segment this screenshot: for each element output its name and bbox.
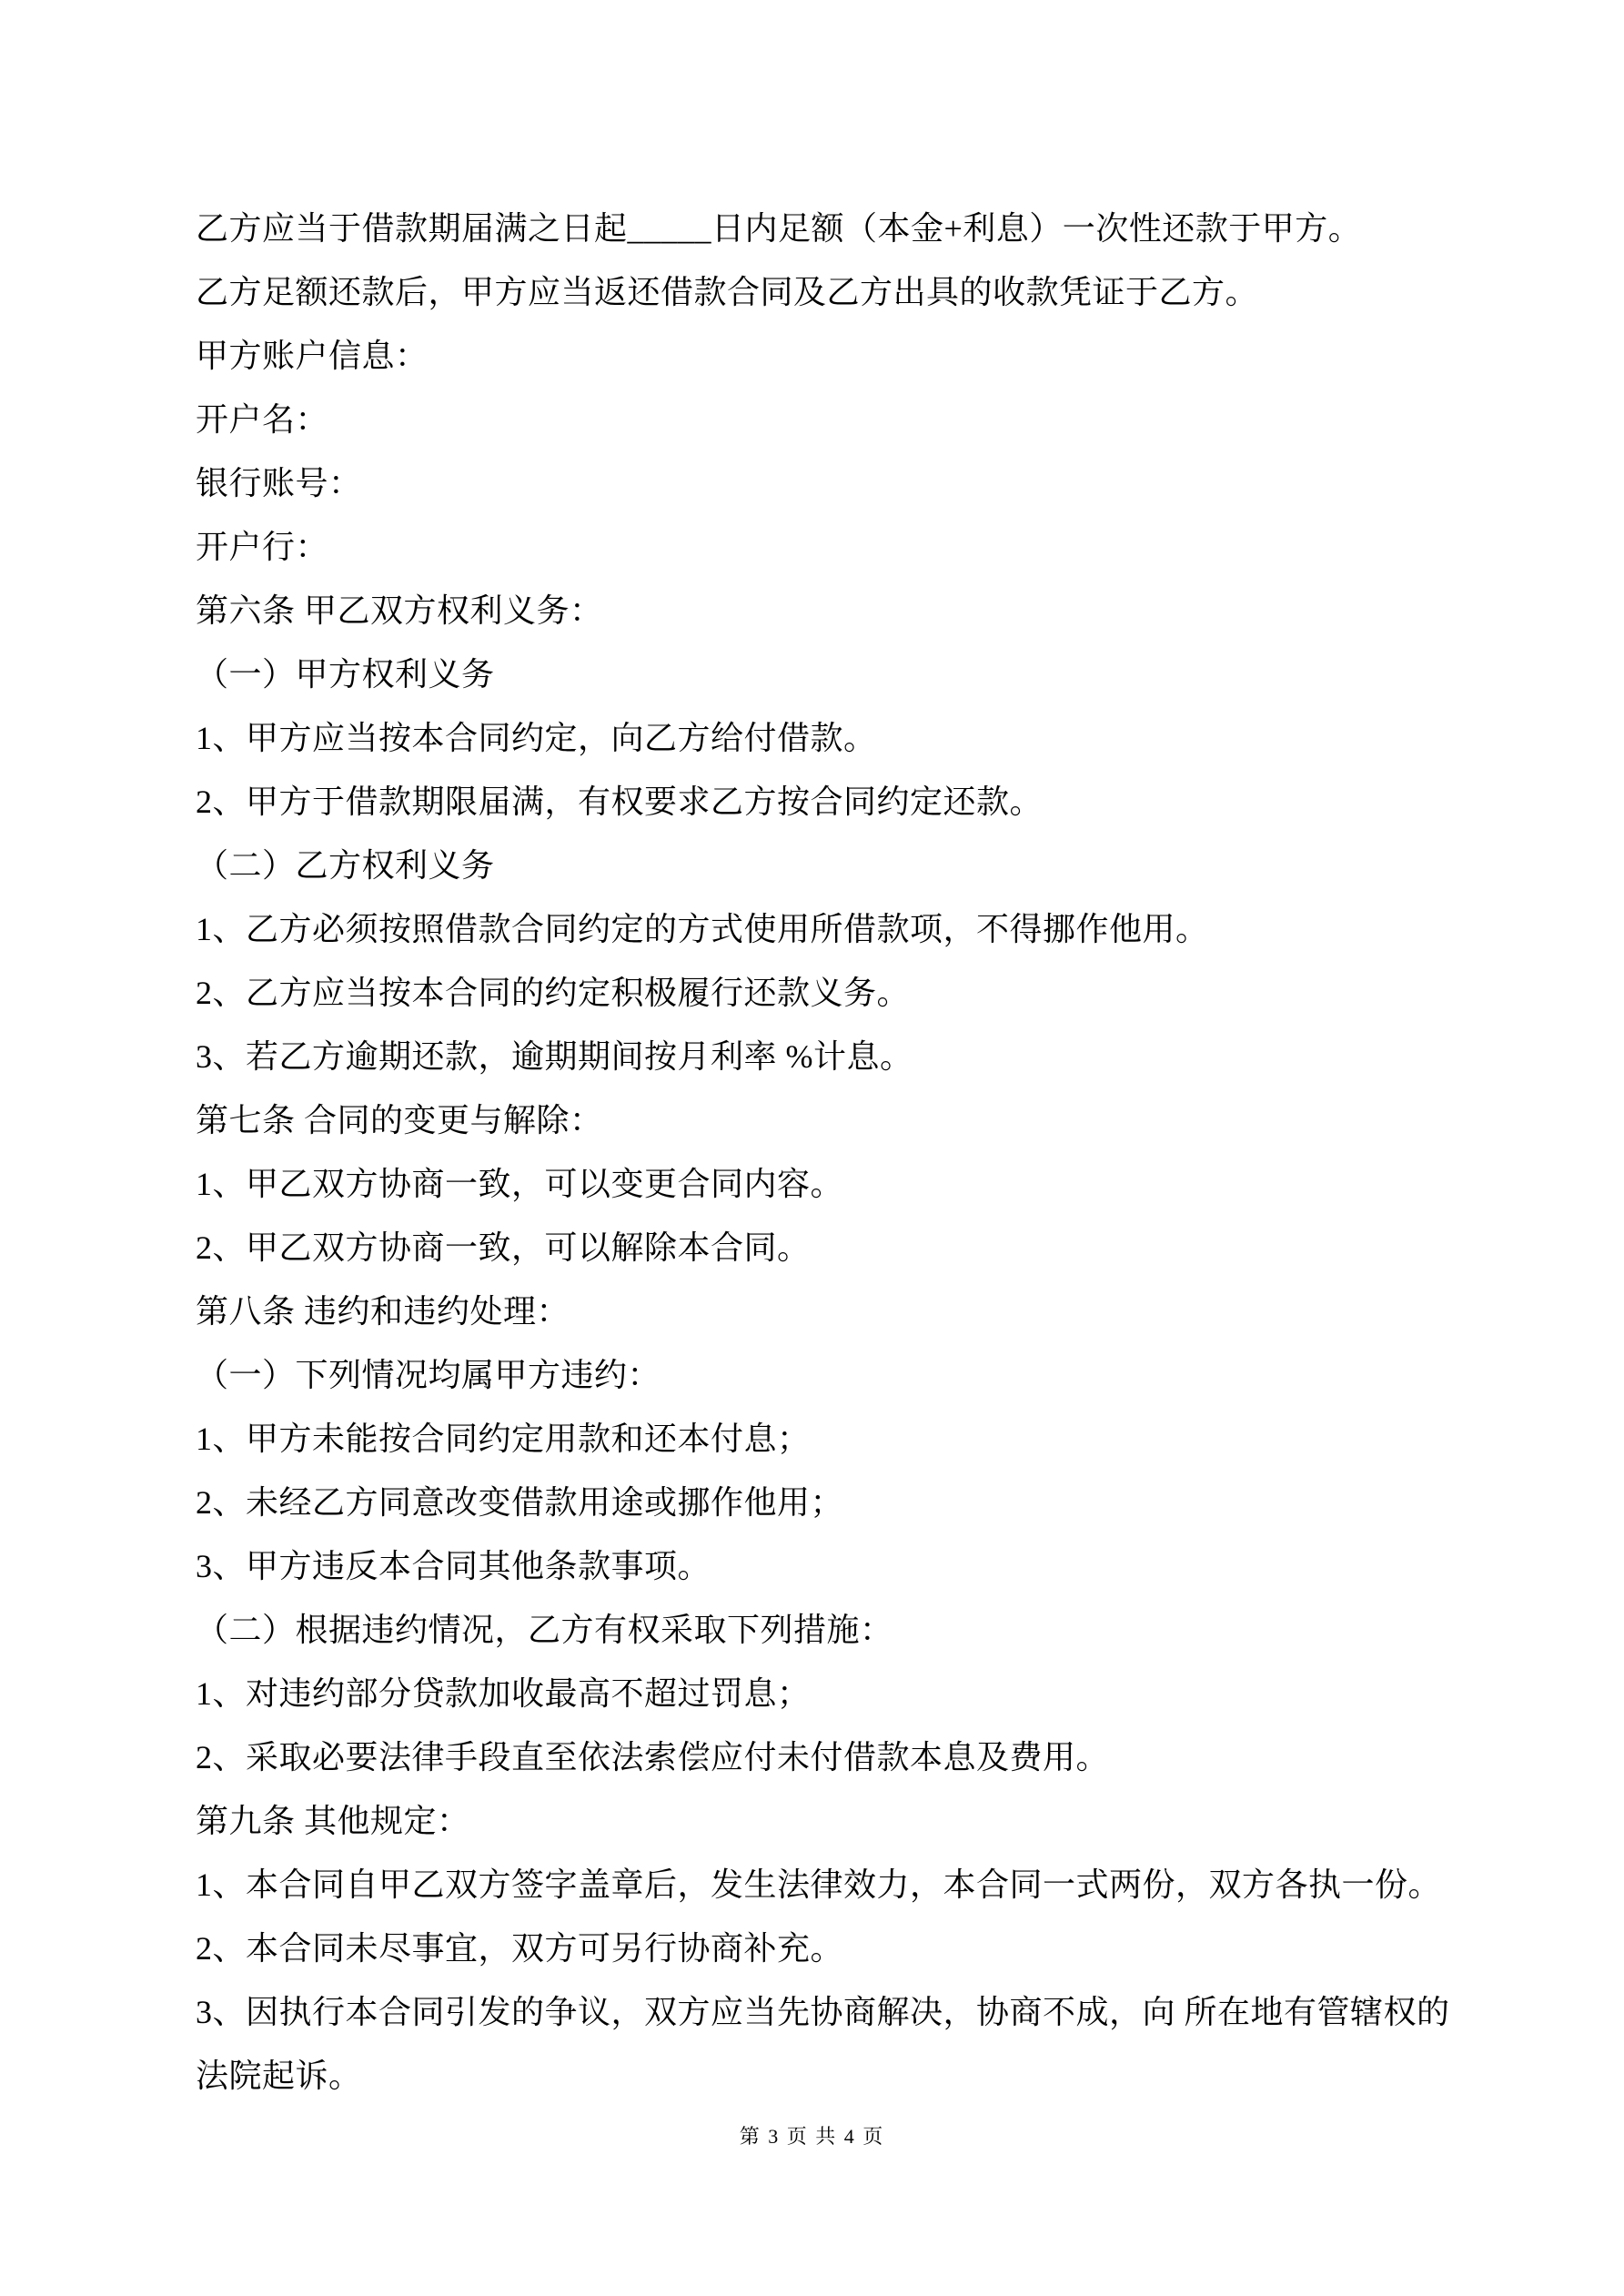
contract-line: （一）下列情况均属甲方违约： bbox=[196, 1357, 661, 1393]
contract-line: （二）根据违约情况，乙方有权采取下列措施： bbox=[196, 1612, 893, 1648]
contract-line: 2、乙方应当按本合同的约定积极履行还款义务。 bbox=[196, 975, 911, 1011]
contract-line: 1、甲方未能按合同约定用款和还本付息； bbox=[196, 1421, 811, 1457]
contract-line: 甲方账户信息： bbox=[196, 338, 429, 374]
contract-line: 乙方应当于借款期届满之日起_____日内足额（本金+利息）一次性还款于甲方。 bbox=[196, 210, 1362, 247]
contract-line: 2、采取必要法律手段直至依法索偿应付未付借款本息及费用。 bbox=[196, 1739, 1110, 1775]
contract-line: （二）乙方权利义务 bbox=[196, 847, 495, 884]
contract-line: 2、甲乙双方协商一致，可以解除本合同。 bbox=[196, 1229, 811, 1266]
contract-line: 法院起诉。 bbox=[196, 2058, 362, 2094]
contract-line: 1、甲乙双方协商一致，可以变更合同内容。 bbox=[196, 1166, 844, 1202]
contract-body bbox=[196, 197, 1450, 2108]
contract-line: 1、对违约部分贷款加收最高不超过罚息； bbox=[196, 1675, 811, 1712]
contract-line: 第七条 合同的变更与解除： bbox=[196, 1102, 603, 1138]
contract-line: 第八条 违约和违约处理： bbox=[196, 1293, 570, 1330]
contract-line: 3、甲方违反本合同其他条款事项。 bbox=[196, 1548, 711, 1584]
contract-line: 第六条 甲乙双方权利义务： bbox=[196, 592, 603, 629]
contract-line: 开户行： bbox=[196, 529, 329, 565]
contract-line: 3、因执行本合同引发的争议，双方应当先协商解决，协商不成，向 所在地有管辖权的 bbox=[196, 1994, 1450, 2030]
page-number-footer: 第 3 页 共 4 页 bbox=[739, 2125, 885, 2148]
contract-line: 1、本合同自甲乙双方签字盖章后，发生法律效力，本合同一式两份，双方各执一份。 bbox=[196, 1866, 1442, 1903]
contract-line: 1、甲方应当按本合同约定，向乙方给付借款。 bbox=[196, 720, 877, 756]
contract-line: 银行账号： bbox=[196, 465, 362, 501]
contract-line: 2、未经乙方同意改变借款用途或挪作他用； bbox=[196, 1484, 844, 1521]
contract-line: 3、若乙方逾期还款，逾期期间按月利率 %计息。 bbox=[196, 1038, 913, 1075]
contract-line: 开户名： bbox=[196, 401, 329, 438]
contract-line: 2、本合同未尽事宜，双方可另行协商补充。 bbox=[196, 1930, 844, 1967]
contract-line: （一）甲方权利义务 bbox=[196, 656, 495, 693]
contract-line: 2、甲方于借款期限届满，有权要求乙方按合同约定还款。 bbox=[196, 784, 1044, 820]
contract-line: 1、乙方必须按照借款合同约定的方式使用所借款项，不得挪作他用。 bbox=[196, 911, 1209, 947]
contract-line: 乙方足额还款后，甲方应当返还借款合同及乙方出具的收款凭证于乙方。 bbox=[196, 274, 1259, 310]
contract-line: 第九条 其他规定： bbox=[196, 1803, 470, 1839]
